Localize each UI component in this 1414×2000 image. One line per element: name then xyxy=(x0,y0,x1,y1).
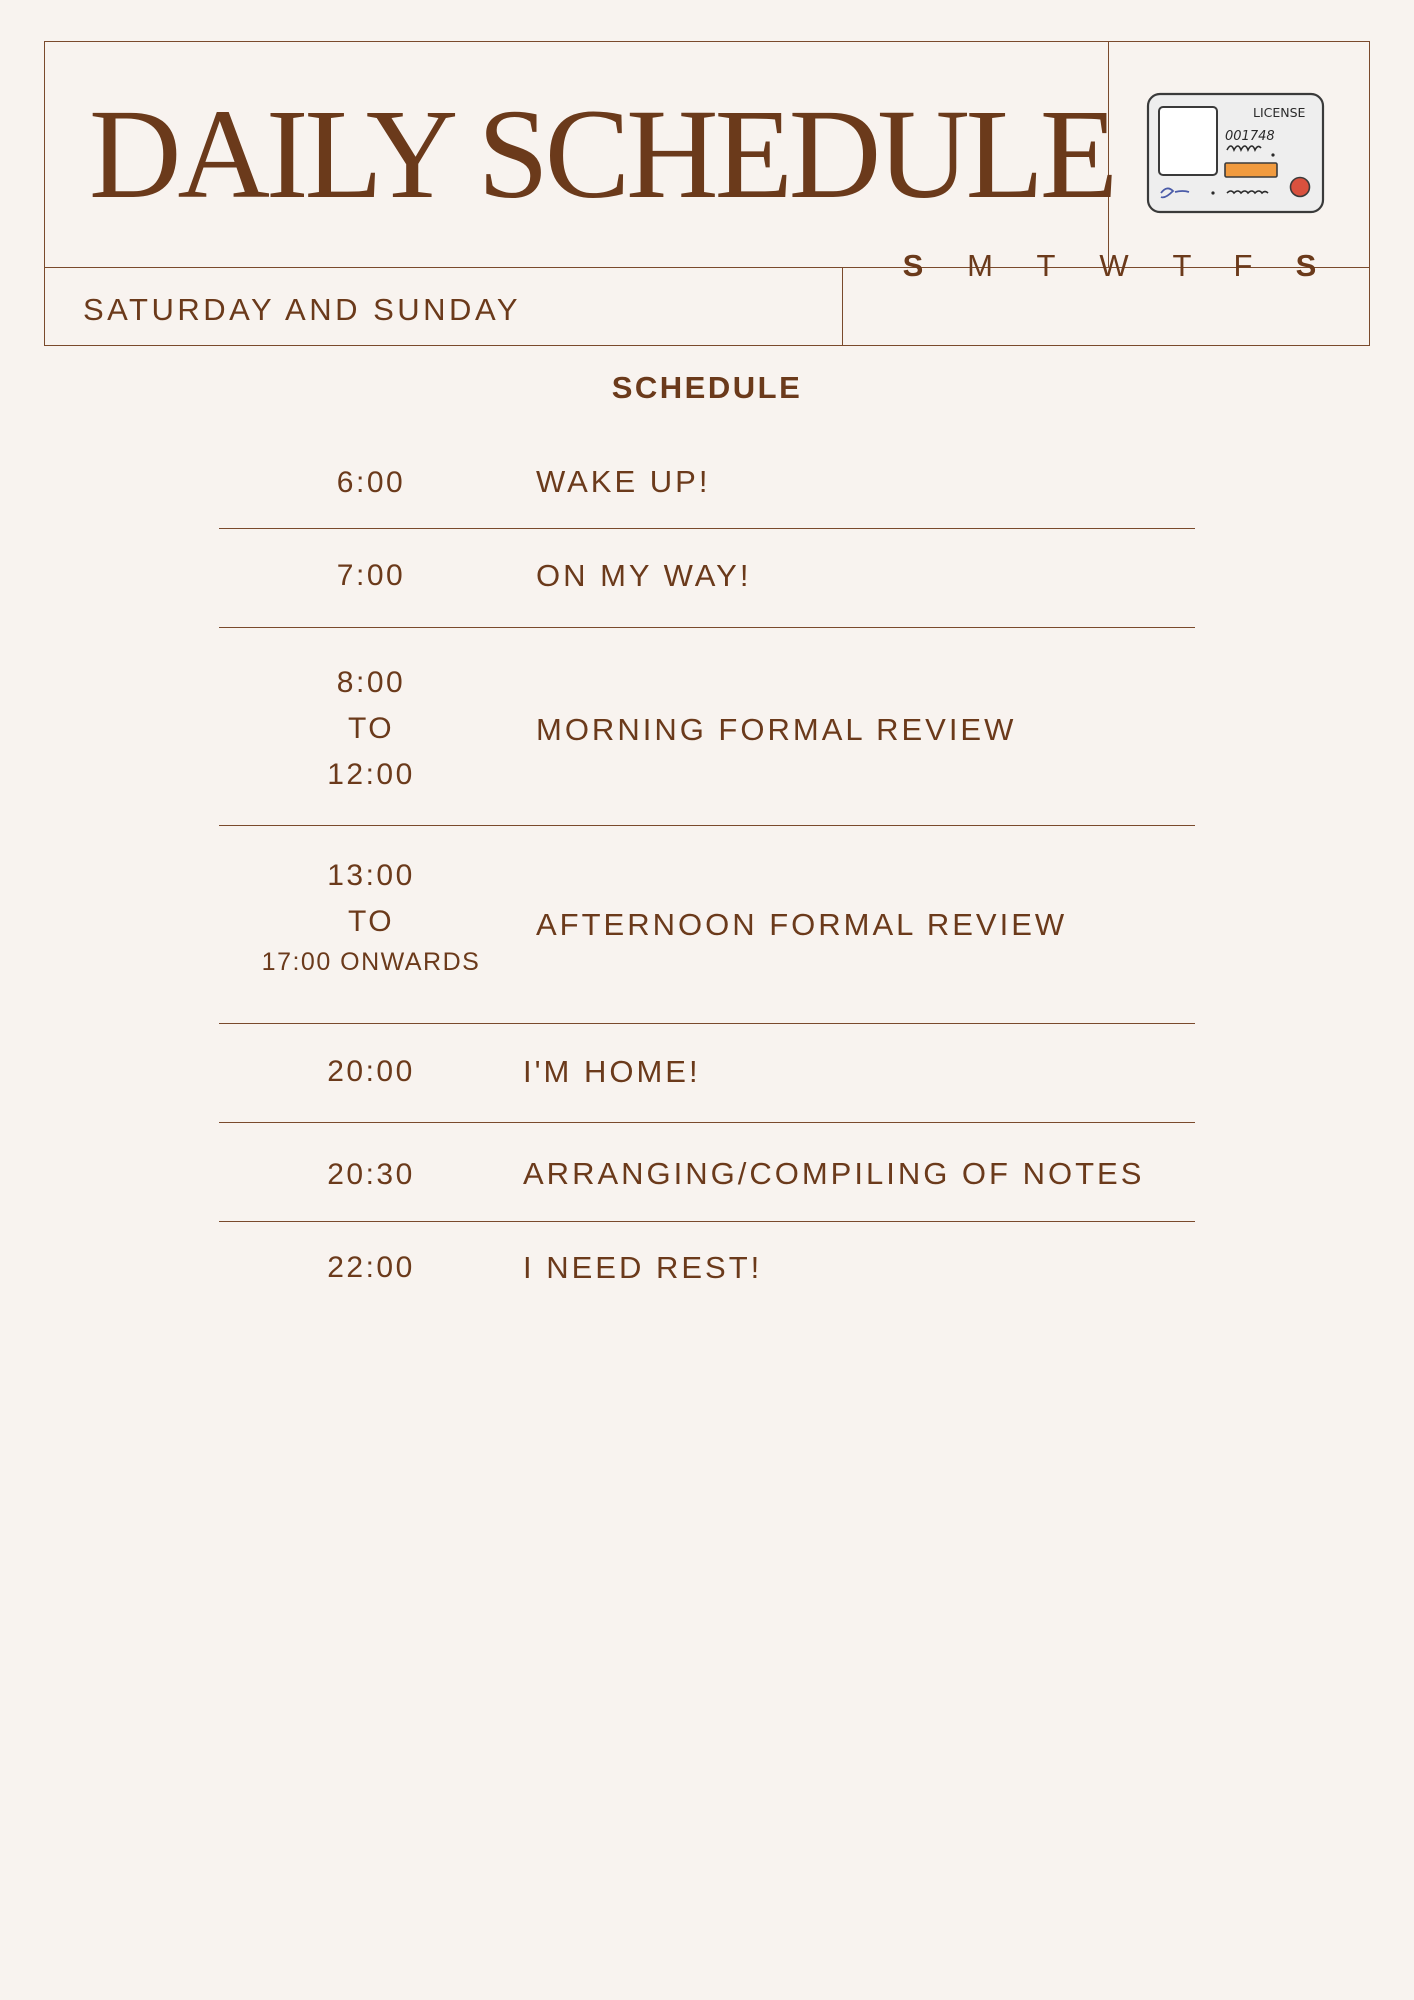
time-line: 22:00 xyxy=(327,1251,415,1284)
header-divider-vertical-bottom xyxy=(842,267,843,345)
schedule-time xyxy=(221,660,521,798)
schedule-activity: I'M HOME! xyxy=(523,1054,701,1089)
license-card-label: LICENSE xyxy=(1253,105,1306,120)
row-divider xyxy=(219,1023,1195,1024)
header-box xyxy=(44,41,1370,346)
license-card-icon xyxy=(1145,89,1335,219)
schedule-time xyxy=(221,1152,521,1198)
weekday-monday: M xyxy=(967,248,993,283)
schedule-activity: WAKE UP! xyxy=(536,464,711,499)
schedule-activity: ON MY WAY! xyxy=(536,558,752,593)
page-title: DAILY SCHEDULE xyxy=(89,83,1114,225)
time-line: 8:00 xyxy=(336,666,406,699)
schedule-time xyxy=(221,553,521,599)
time-line: 6:00 xyxy=(336,466,406,499)
section-heading: SCHEDULE xyxy=(611,370,803,405)
weekday-tuesday: T xyxy=(1036,248,1056,283)
schedule-activity: AFTERNOON FORMAL REVIEW xyxy=(536,907,1068,942)
time-line: 7:00 xyxy=(336,559,406,592)
license-card-number: 001748 xyxy=(1225,129,1275,144)
weekday-wednesday: W xyxy=(1099,248,1129,283)
time-line: 17:00 ONWARDS xyxy=(261,948,481,976)
schedule-time xyxy=(221,853,521,979)
schedule-time xyxy=(221,1049,521,1095)
row-divider xyxy=(219,627,1195,628)
time-line: 20:30 xyxy=(327,1158,415,1191)
time-line: 20:00 xyxy=(327,1055,415,1088)
time-line: 13:00 xyxy=(327,859,415,892)
weekday-thursday: T xyxy=(1172,248,1192,283)
time-line: TO xyxy=(347,712,395,745)
row-divider xyxy=(219,1122,1195,1123)
schedule-activity: MORNING FORMAL REVIEW xyxy=(536,712,1017,747)
row-divider xyxy=(219,528,1195,529)
row-divider xyxy=(219,1221,1195,1222)
time-line: TO xyxy=(347,905,395,938)
page-subtitle: SATURDAY AND SUNDAY xyxy=(83,292,522,327)
time-line: 12:00 xyxy=(327,758,415,791)
row-divider xyxy=(219,825,1195,826)
schedule-time xyxy=(221,460,521,506)
schedule-activity: ARRANGING/COMPILING OF NOTES xyxy=(523,1156,1145,1191)
weekday-saturday: S xyxy=(1295,248,1317,283)
schedule-activity: I NEED REST! xyxy=(523,1250,763,1285)
schedule-time xyxy=(221,1245,521,1291)
weekday-sunday: S xyxy=(902,248,924,283)
weekday-friday: F xyxy=(1233,248,1253,283)
